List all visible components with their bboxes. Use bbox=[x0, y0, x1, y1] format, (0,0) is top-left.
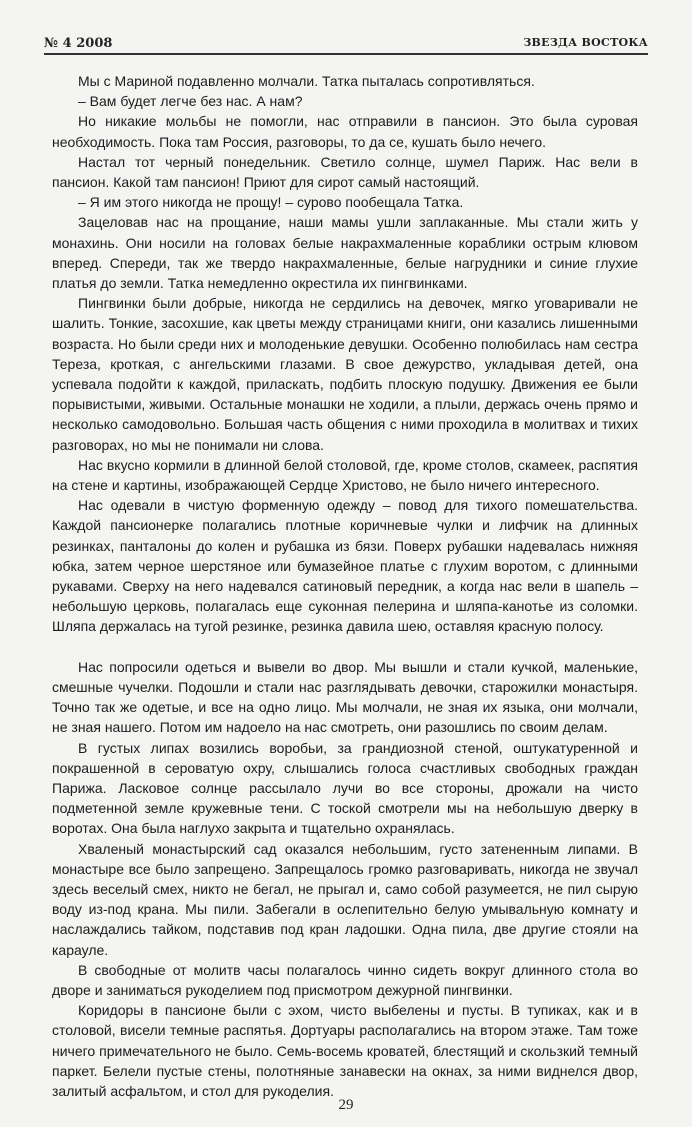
paragraph: – Я им этого никогда не прощу! – сурово пообещала Татка. bbox=[78, 194, 464, 211]
page-number: 29 bbox=[338, 1097, 354, 1113]
paragraph: Нас одевали в чистую форменную одежду – повод для тихого помешательства. Каждой пансионерке полагались плотные коричневые чулки и лифчик на длинных резинках, панталоны до колен и рубашка из бязи. Поверх рубашки надевалась нижняя юбка, затем черное шерстяное или бумазейное платье с глухим воротом, с длинными рукавами. Сверху на него надевался сатиновый передник, а когда нас вели в шапель – небольшую церковь, полагалась еще суконная пелерина и шляпа-канотье из соломки. Шляпа держалась на тугой резинке, резинка давила шею, оставляя красную полосу. bbox=[52, 497, 638, 635]
paragraph: Нас попросили одеться и вывели во двор. Мы вышли и стали кучкой, маленькие, смешные чучелки. Подошли и стали нас разглядывать девочки, старожилки монастыря. Точно так же одетые, и все на одно лицо. Мы молчали, не зная их языка, они молчали, не зная нашего. Потом им надоело на нас смотреть, они разошлись по своим делам. bbox=[52, 658, 638, 736]
paragraph: В свободные от молитв часы полагалось чинно сидеть вокруг длинного стола во дворе и заниматься рукоделием под присмотром дежурной пингвинки. bbox=[52, 961, 638, 998]
paragraph: Пингвинки были добрые, никогда не сердились на девочек, мягко уговаривали не шалить. Тонкие, засохшие, как цветы между страницами книги, они казались лишенными возраста. Но были среди них и молоденькие девушки. Особенно полюбилась нам сестра Тереза, кроткая, с ангельскими глазами. В свое дежурство, укладывая детей, она успевала подойти к каждой, приласкать, подбить плоскую подушку. Движения ее были порывистыми, живыми. Остальные монашки не ходили, а плыли, держась очень прямо и несколько самодовольно. Большая часть общения с ними проходила в молитвах и тихих разговорах, но мы не понимали ни слова. bbox=[52, 295, 638, 453]
paragraph: Мы с Мариной подавленно молчали. Татка пыталась сопротивляться. bbox=[78, 73, 535, 89]
journal-title: ЗВЕЗДА ВОСТОКА bbox=[523, 36, 648, 49]
header-rule bbox=[44, 53, 648, 55]
paragraph: Но никакие мольбы не помогли, нас отправили в пансион. Это была суровая необходимость. Пока там Россия, разговоры, то да се, кушать было нечего. bbox=[52, 113, 638, 150]
paragraph: Настал тот черный понедельник. Светило солнце, шумел Париж. Нас вели в пансион. Какой там пансион! Приют для сирот самый настоящий. bbox=[52, 153, 638, 191]
paragraph: – Вам будет легче без нас. А нам? bbox=[78, 93, 303, 110]
paragraph: Коридоры в пансионе были с эхом, чисто выбелены и пусты. В тупиках, как и в столовой, висели темные распятья. Дортуары располагались на втором этаже. Там тоже ничего примечательного не было. Семь-восемь кроватей, блестящий и скользкий темный паркет. Белели пустые стены, полотняные занавески на окнах, за ними виднелся двор, залитый асфальтом, и стол для рукоделия. bbox=[52, 1002, 638, 1099]
issue-number: № 4 2008 bbox=[44, 36, 113, 51]
paragraph: Хваленый монастырский сад оказался небольшим, густо затененным липами. В монастыре все было запрещено. Запрещалось громко разговаривать, никогда не звучал здесь веселый смех, никто не бегал, не прыгал и, само собой разумеется, не пил сырую воду из-под крана. Мы пили. Забегали в ослепительно белую умывальную комнату и наслаждались тайком, подставив под кран ладошки. Одна пила, две другие стояли на карауле. bbox=[52, 840, 638, 958]
running-header bbox=[44, 36, 648, 52]
article-body bbox=[52, 71, 638, 1101]
paragraph: Зацеловав нас на прощание, наши мамы ушли заплаканные. Мы стали жить у монахинь. Они носили на головах белые накрахмаленные кораблики острым клювом вперед. Спереди, так же твердо накрахмаленные, белые нагрудники и синие глухие платья до земли. Татка немедленно окрестила их пингвинками. bbox=[52, 214, 638, 292]
paragraph: Нас вкусно кормили в длинной белой столовой, где, кроме столов, скамеек, распятия на стене и картины, изображающей Сердце Христово, не было ничего интересного. bbox=[52, 456, 638, 494]
paragraph: В густых липах возились воробьи, за грандиозной стеной, оштукатуренной и покрашенной в сероватую охру, слышались голоса счастливых свободных граждан Парижа. Ласковое солнце рассылало лучи во все стороны, дрожали на чисто подметенной земле кружевные тени. С тоской смотрели мы на небольшую дверку в воротах. Она была наглухо закрыта и тщательно охранялась. bbox=[52, 739, 638, 837]
